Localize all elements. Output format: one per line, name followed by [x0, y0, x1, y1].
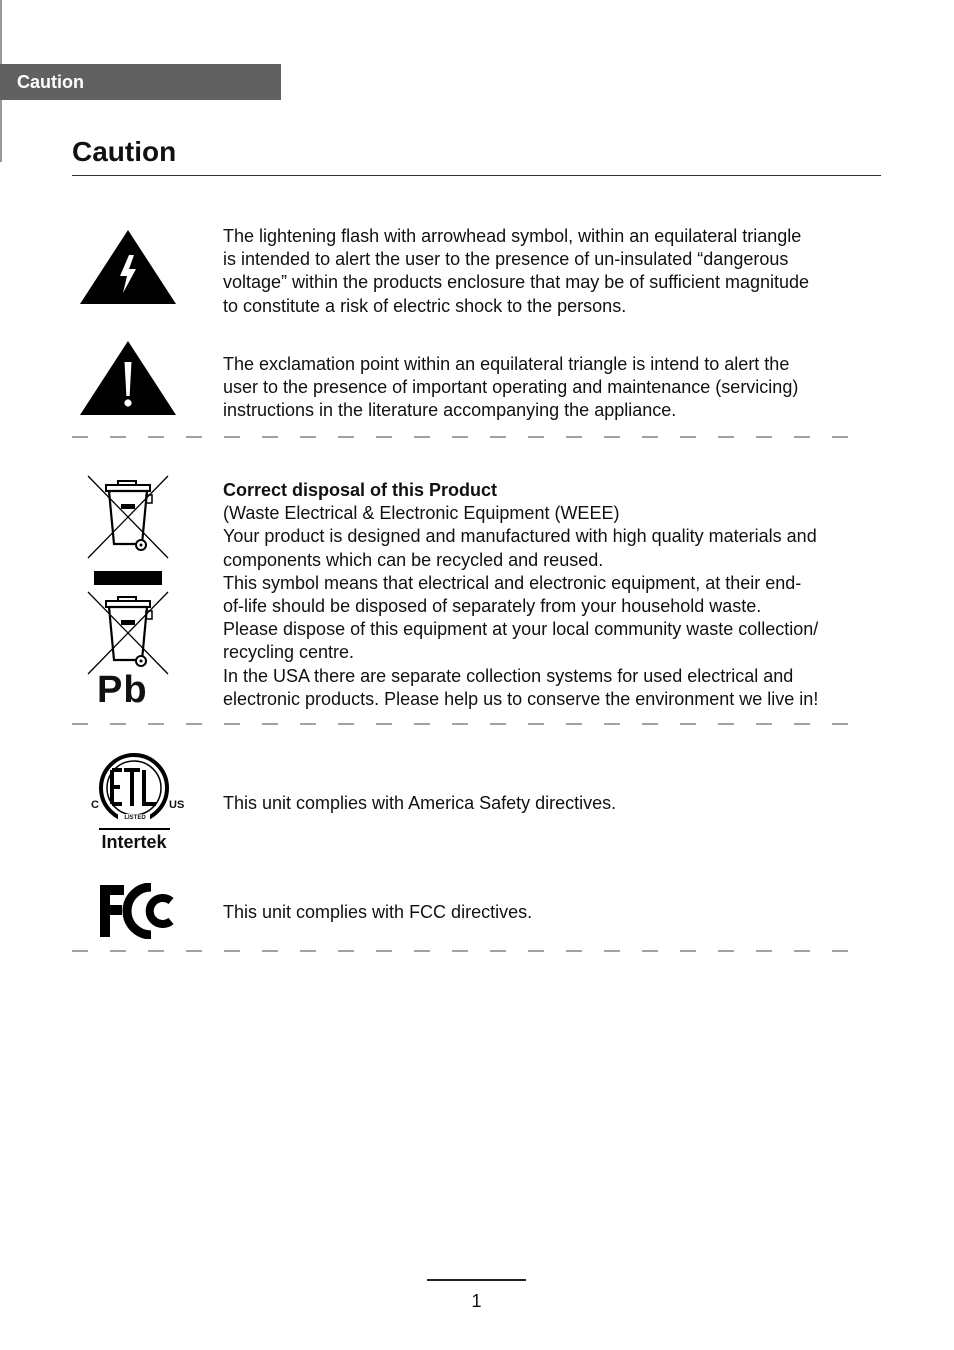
text-line: recycling centre. [223, 642, 355, 663]
text-line: components which can be recycled and reused. [223, 549, 604, 570]
crossed-out-wheelie-bin-pb-icon [86, 590, 170, 676]
lightning-warning-triangle-icon [79, 229, 177, 305]
text-line: to constitute a risk of electric shock to the persons. [223, 295, 627, 316]
text-line: is intended to alert the user to the presence of un-insulated “dangerous [223, 249, 789, 270]
text-line: This symbol means that electrical and electronic equipment, at their end- [223, 572, 802, 593]
text-line: This unit complies with America Safety directives. [223, 793, 617, 813]
text-line: of-life should be disposed of separately from your household waste. [223, 596, 762, 617]
etl-compliance-text [223, 792, 868, 815]
crossed-out-wheelie-bin-icon [86, 474, 170, 560]
section-tab-label: Caution [17, 72, 84, 92]
etl-listed-intertek-logo-icon [88, 752, 184, 852]
text-line: user to the presence of important operating and maintenance (servicing) [223, 377, 799, 398]
text-line: instructions in the literature accompanying the appliance. [223, 400, 677, 421]
etl-us-mark: US [169, 799, 185, 811]
dashed-divider [72, 945, 860, 957]
text-line: Please dispose of this equipment at your local community waste collection/ [223, 619, 819, 640]
intertek-wordmark: Intertek [101, 832, 167, 852]
exclamation-warning-text [223, 353, 868, 423]
footer-rule [427, 1279, 526, 1281]
dashed-divider [72, 431, 860, 443]
text-line: In the USA there are separate collection systems for used electrical and [223, 665, 794, 686]
bin-underline-bar [94, 571, 162, 585]
text-line: This unit complies with FCC directives. [223, 902, 533, 922]
exclamation-warning-triangle-icon [79, 340, 177, 416]
text-line: The exclamation point within an equilateral triangle is intend to alert the [223, 354, 790, 374]
dashed-divider [72, 718, 860, 730]
disposal-heading [223, 479, 868, 502]
page-title: Caution [72, 136, 177, 167]
title-underline [72, 175, 881, 176]
fcc-logo-icon [98, 883, 176, 939]
text-line: (Waste Electrical & Electronic Equipment (WEEE) [223, 503, 620, 524]
intertek-rule [99, 828, 170, 830]
page-number: 1 [471, 1291, 482, 1311]
section-tab [0, 64, 281, 100]
text-line: The lightening flash with arrowhead symbol, within an equilateral triangle [223, 226, 802, 246]
disposal-text [223, 479, 868, 711]
fcc-compliance-text [223, 901, 868, 924]
text-line: Your product is designed and manufactured with high quality materials and [223, 526, 817, 547]
lightning-warning-text [223, 225, 868, 318]
etl-listed-mark: LISTED [124, 815, 146, 821]
disposal-heading-text: Correct disposal of this Product [223, 480, 498, 500]
etl-c-mark: C [91, 799, 99, 811]
text-line: electronic products. Please help us to conserve the environment we live in! [223, 688, 819, 709]
text-line: voltage” within the products enclosure that may be of sufficient magnitude [223, 272, 810, 293]
pb-label: Pb [97, 669, 148, 711]
